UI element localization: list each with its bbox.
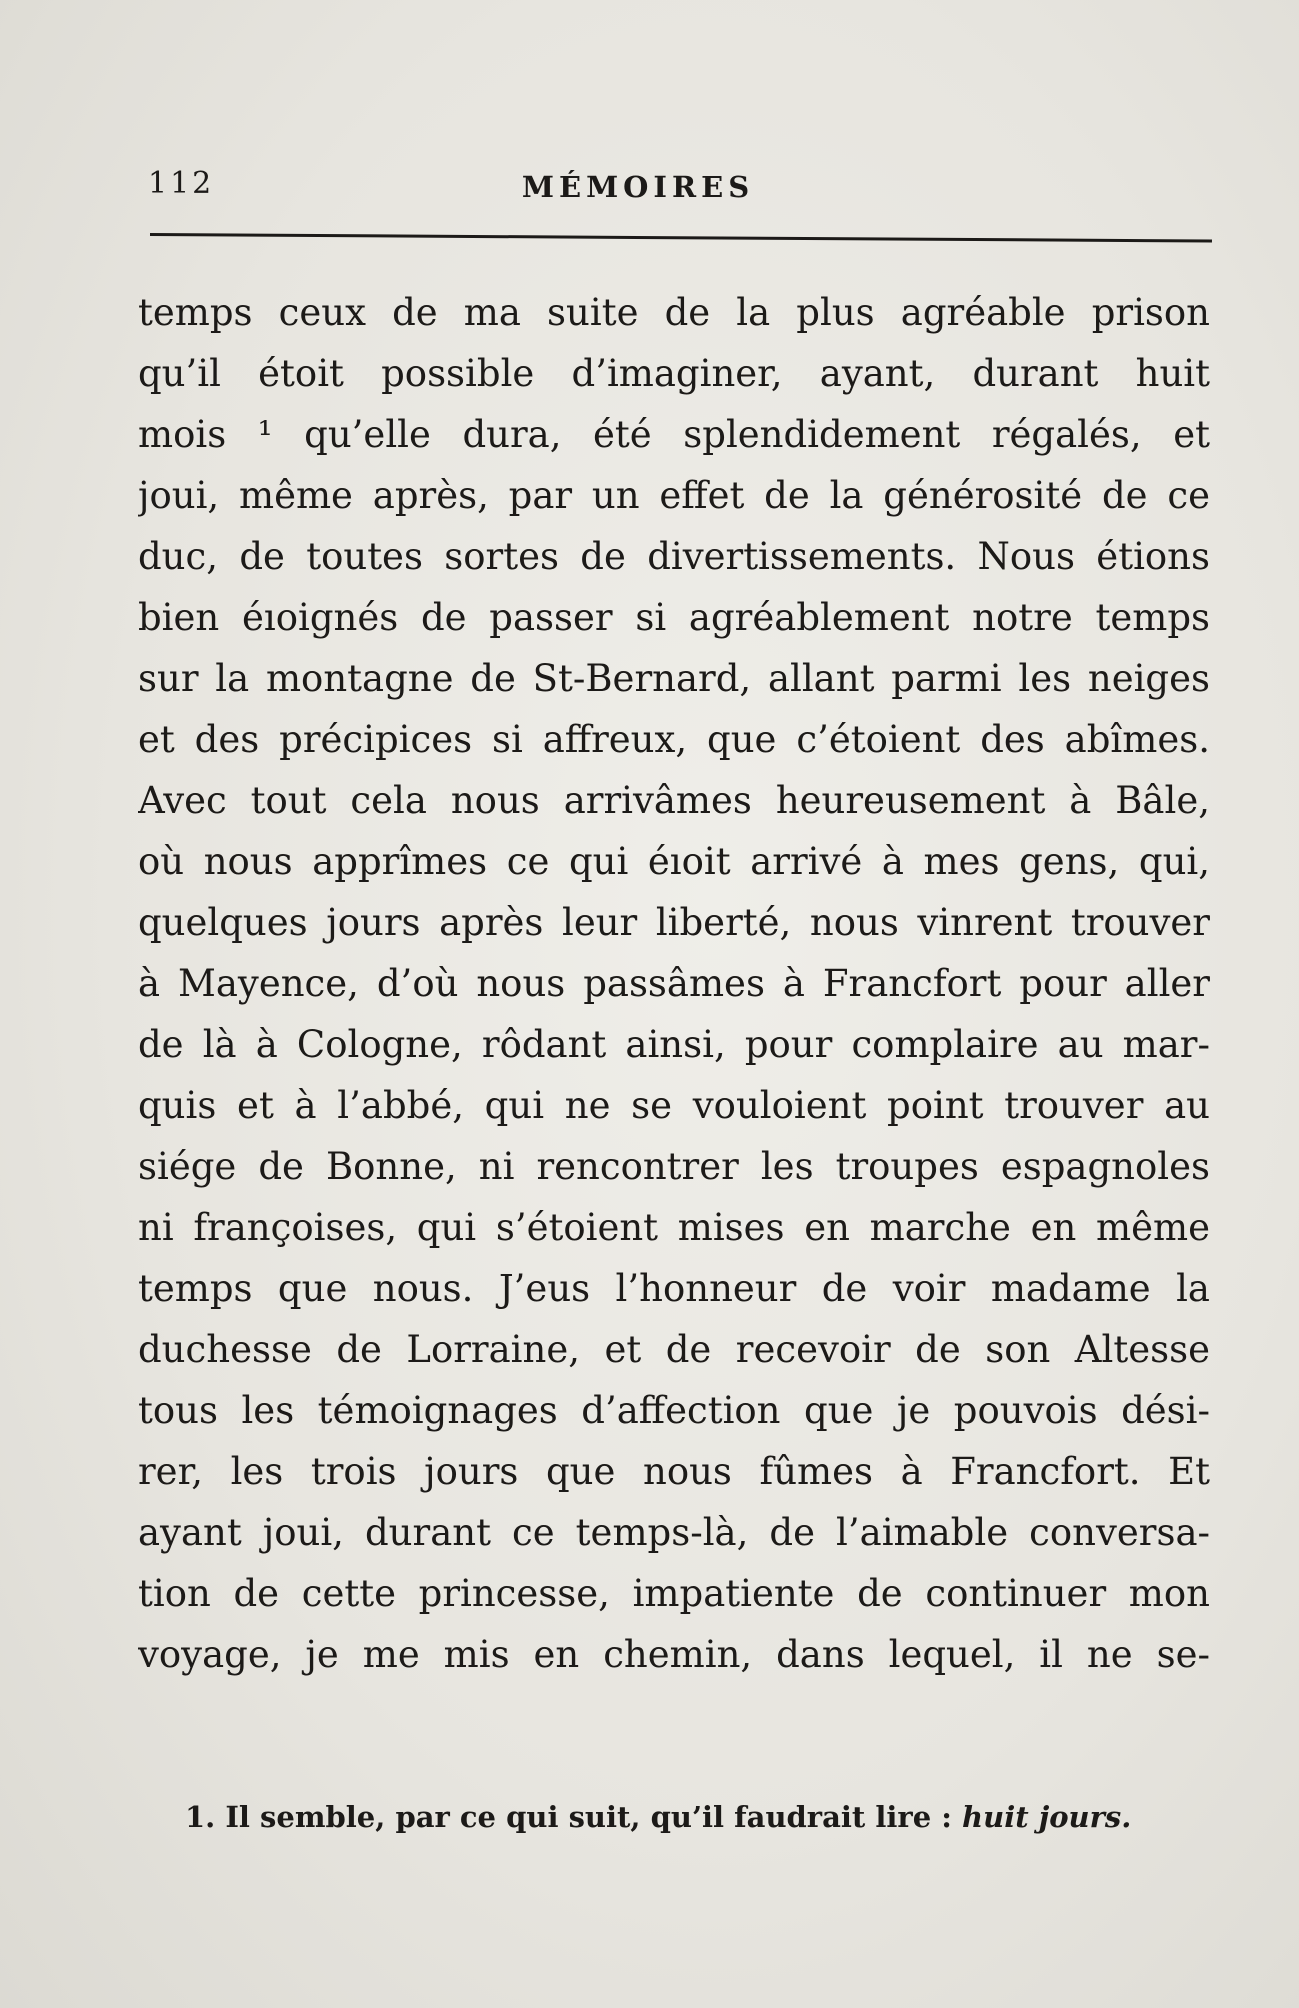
- text-line: tion de cette princesse, impatiente de continuer mon: [138, 1572, 1210, 1615]
- header-rule: [150, 233, 1212, 242]
- body-text: [138, 282, 1210, 1685]
- text-line: ni françoises, qui s’étoient mises en marche en même: [138, 1206, 1210, 1249]
- text-line: rer, les trois jours que nous fûmes à Francfort. Et: [138, 1450, 1210, 1493]
- page-header: [148, 160, 1213, 210]
- text-line: duchesse de Lorraine, et de recevoir de son Altesse: [138, 1328, 1210, 1371]
- page-number: 112: [148, 166, 215, 201]
- footnote-text: 1. Il semble, par ce qui suit, qu’il faudrait lire :: [185, 1800, 963, 1834]
- footnote-emphasis: huit jours.: [962, 1800, 1132, 1834]
- text-line: mois ¹ qu’elle dura, été splendidement régalés, et: [138, 413, 1210, 456]
- text-line: sur la montagne de St-Bernard, allant parmi les neiges: [138, 657, 1210, 700]
- text-line: Avec tout cela nous arrivâmes heureusement à Bâle,: [138, 779, 1210, 822]
- text-line: et des précipices si affreux, que c’étoient des abîmes.: [138, 718, 1210, 761]
- text-line: quis et à l’abbé, qui ne se vouloient point trouver au: [138, 1084, 1210, 1127]
- footnote: [185, 1800, 1215, 1834]
- text-line: qu’il étoit possible d’imaginer, ayant, durant huit: [138, 352, 1210, 395]
- text-line: temps ceux de ma suite de la plus agréable prison: [138, 291, 1210, 334]
- text-line: de là à Cologne, rôdant ainsi, pour complaire au mar-: [138, 1023, 1210, 1066]
- running-title: MÉMOIRES: [521, 170, 755, 204]
- text-line: joui, même après, par un effet de la générosité de ce: [138, 474, 1210, 517]
- text-line: quelques jours après leur liberté, nous vinrent trouver: [138, 901, 1210, 944]
- text-line: voyage, je me mis en chemin, dans lequel, il ne se-: [138, 1633, 1210, 1676]
- text-line: à Mayence, d’où nous passâmes à Francfort pour aller: [138, 962, 1210, 1005]
- text-line: bien éıoignés de passer si agréablement notre temps: [138, 596, 1210, 639]
- text-line: tous les témoignages d’affection que je pouvois dési-: [138, 1389, 1210, 1432]
- text-line: temps que nous. J’eus l’honneur de voir madame la: [138, 1267, 1210, 1310]
- text-line: où nous apprîmes ce qui éıoit arrivé à mes gens, qui,: [138, 840, 1210, 883]
- text-line: duc, de toutes sortes de divertissements. Nous étions: [138, 535, 1210, 578]
- text-line: ayant joui, durant ce temps-là, de l’aimable conversa-: [138, 1511, 1210, 1554]
- text-line: siége de Bonne, ni rencontrer les troupes espagnoles: [138, 1145, 1210, 1188]
